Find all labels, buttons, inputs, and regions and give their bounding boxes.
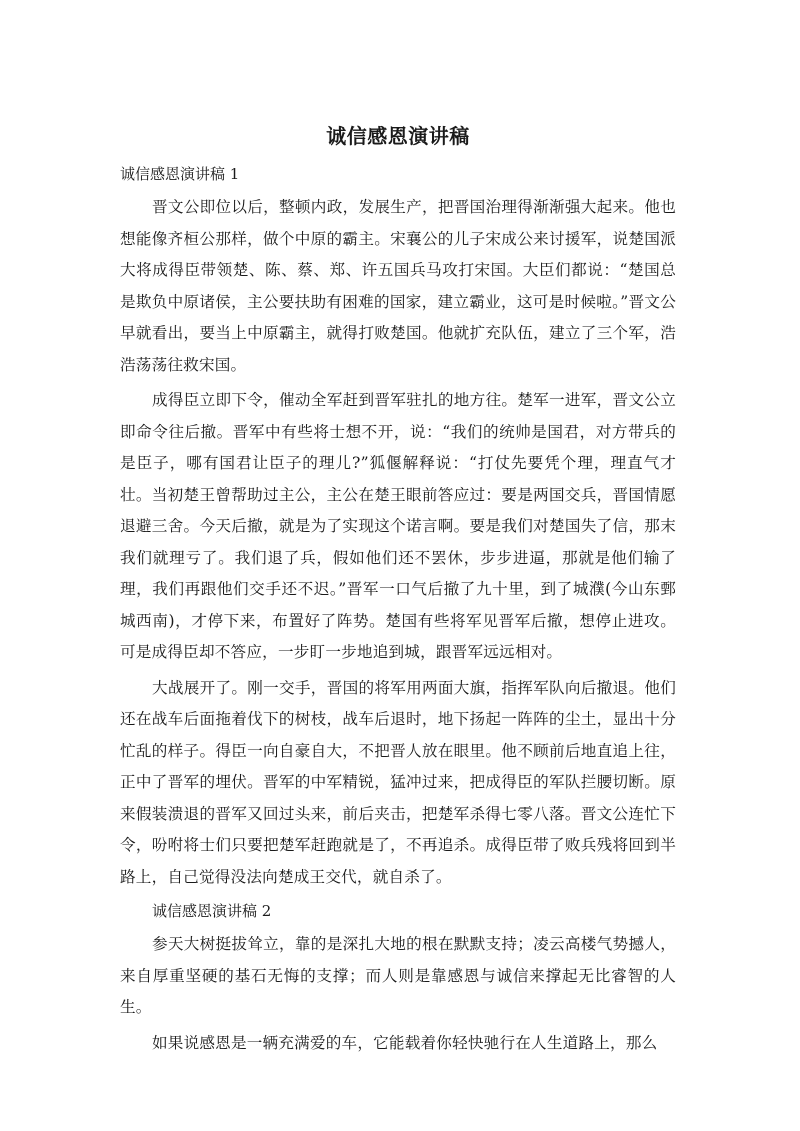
- document-title: 诚信感恩演讲稿: [326, 124, 470, 148]
- section-1-heading: 诚信感恩演讲稿 1: [120, 165, 240, 183]
- section-1-paragraph-3: 大战展开了。刚一交手，晋国的将军用两面大旗，指挥军队向后撤退。他们还在战车后面拖着伐下的树枝，战车后退时，地下扬起一阵阵的尘土，显出十分忙乱的样子。得臣一向自豪自大，不把晋人放在眼里。他不顾前后地直追上往，正中了晋军的埋伏。晋军的中军精锐，猛冲过来，把成得臣的军队拦腰切断。原来假装溃退的晋军又回过头来，前后夹击，把楚军杀得七零八落。晋文公连忙下令，吩咐将士们只要把楚军赶跑就是了，不再追杀。成得臣带了败兵残将回到半路上，自己觉得没法向楚成王交代，就自杀了。: [120, 678, 676, 886]
- document-page: [120, 118, 676, 1063]
- section-1-paragraph-2: 成得臣立即下令，催动全军赶到晋军驻扎的地方往。楚军一进军，晋文公立即命令往后撤。晋军中有些将士想不开，说：“我们的统帅是国君，对方带兵的是臣子，哪有国君让臣子的理儿?”狐偃解释说：“打仗先要凭个理，理直气才壮。当初楚王曾帮助过主公，主公在楚王眼前答应过：要是两国交兵，晋国情愿退避三舍。今天后撤，就是为了实现这个诺言啊。要是我们对楚国失了信，那末我们就理亏了。我们退了兵，假如他们还不罢休，步步进逼，那就是他们输了理，我们再跟他们交手还不迟。”晋军一口气后撤了九十里，到了城濮(今山东鄄城西南)，才停下来，布置好了阵势。楚国有些将军见晋军后撤，想停止进攻。可是成得臣却不答应，一步盯一步地追到城，跟晋军远远相对。: [120, 391, 676, 661]
- section-2-heading: 诚信感恩演讲稿 2: [152, 902, 272, 920]
- section-2-paragraph-1: 参天大树挺拔耸立，靠的是深扎大地的根在默默支持；凌云高楼气势撼人，来自厚重坚硬的基石无悔的支撑；而人则是靠感恩与诚信来撑起无比睿智的人生。: [120, 935, 676, 1016]
- section-2-paragraph-2: 如果说感恩是一辆充满爱的车，它能载着你轻快驰行在人生道路上，那么: [152, 1033, 658, 1052]
- section-1-paragraph-1: 晋文公即位以后，整顿内政，发展生产，把晋国治理得渐渐强大起来。他也想能像齐桓公那样，做个中原的霸主。宋襄公的儿子宋成公来讨援军，说楚国派大将成得臣带领楚、陈、蔡、郑、许五国兵马攻打宋国。大臣们都说：“楚国总是欺负中原诸侯，主公要扶助有困难的国家，建立霸业，这可是时候啦。”晋文公早就看出，要当上中原霸主，就得打败楚国。他就扩充队伍，建立了三个军，浩浩荡荡往救宋国。: [120, 198, 676, 374]
